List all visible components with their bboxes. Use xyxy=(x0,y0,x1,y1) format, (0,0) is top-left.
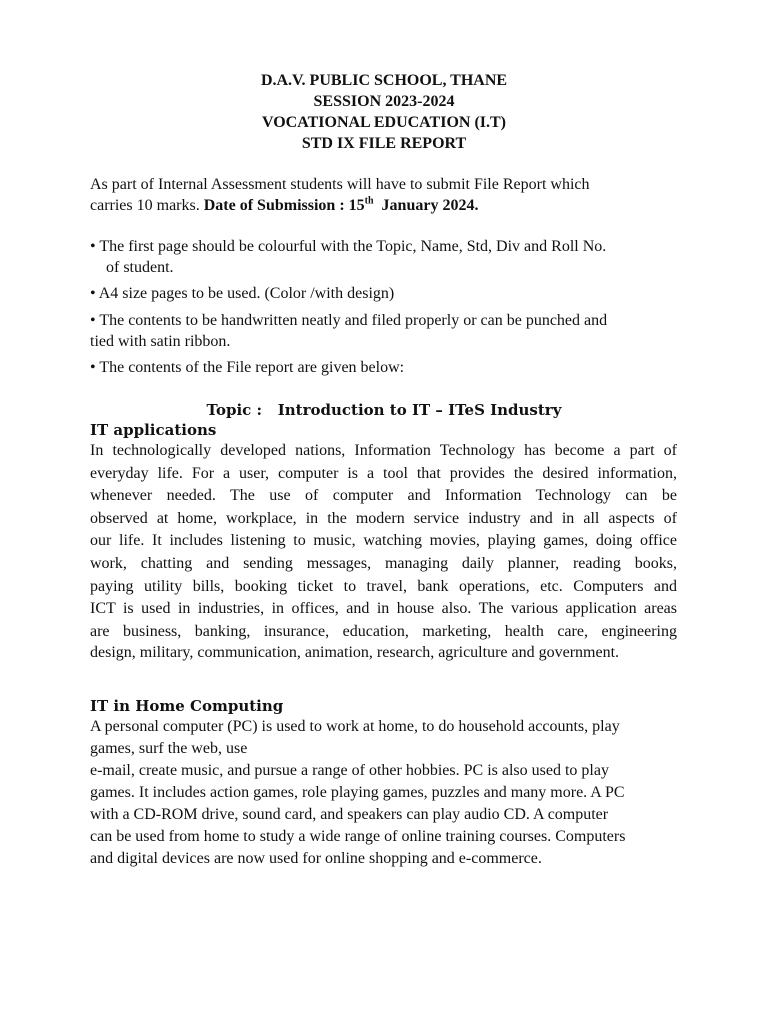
submission-label: Date of Submission : 15 xyxy=(203,197,365,214)
section-2-line-3: e-mail, create music, and pursue a range of other hobbies. PC is also used to play xyxy=(90,762,609,779)
section-1-line: whenever needed. The use of computer and Information Technology can be xyxy=(90,487,677,505)
bullet-a4-pages: • A4 size pages to be used. (Color /with design) xyxy=(90,285,395,302)
bullet-handwritten: • The contents to be handwritten neatly and filed properly or can be punched and xyxy=(90,312,608,329)
section-2-line-2: games, surf the web, use xyxy=(90,740,248,757)
section-1-line: paying utility bills, booking ticket to travel, bank operations, etc. Computers and xyxy=(90,577,677,595)
section-2-line-1: A personal computer (PC) is used to work at home, to do household accounts, play xyxy=(90,718,620,735)
intro-line-1: As part of Internal Assessment students will have to submit File Report which xyxy=(90,176,590,193)
section-1-line: work, chatting and sending messages, managing daily planner, reading books, xyxy=(90,555,677,572)
section-heading-home-computing: IT in Home Computing xyxy=(90,697,284,715)
section-2-line-7: and digital devices are now used for online shopping and e-commerce. xyxy=(90,850,542,867)
bullet-first-page: • The first page should be colourful with the Topic, Name, Std, Div and Roll No. xyxy=(90,238,607,255)
submission-date: January 2024. xyxy=(373,197,479,214)
intro-line-2 xyxy=(90,197,478,215)
session-line: SESSION 2023-2024 xyxy=(313,93,455,110)
intro-marks-text: carries 10 marks. xyxy=(90,197,204,214)
section-1-line: our life. It includes listening to music, watching movies, playing games, doing office xyxy=(90,532,677,550)
section-2-line-6: can be used from home to study a wide range of online training courses. Computers xyxy=(90,828,626,845)
section-1-line: everyday life. For a user, computer is a tool that provides the desired information, xyxy=(90,464,677,482)
school-name: D.A.V. PUBLIC SCHOOL, THANE xyxy=(260,72,508,89)
section-2-line-5: with a CD-ROM drive, sound card, and speakers can play audio CD. A computer xyxy=(90,806,609,823)
bullet-handwritten-cont: tied with satin ribbon. xyxy=(90,333,231,350)
report-title: STD IX FILE REPORT xyxy=(301,135,467,152)
section-1-line: In technologically developed nations, Information Technology has become a part of xyxy=(90,442,677,459)
section-1-line: are business, banking, insurance, education, marketing, health care, engineering xyxy=(90,622,677,640)
bullet-first-page-cont: of student. xyxy=(106,259,174,276)
topic-title: Topic : Introduction to IT – ITeS Industry xyxy=(206,401,562,419)
bullet-contents: • The contents of the File report are given below: xyxy=(90,359,405,376)
submission-superscript: th xyxy=(364,195,374,207)
section-1-line: ICT is used in industries, in offices, and in house also. The various application areas xyxy=(90,600,677,618)
section-heading-it-applications: IT applications xyxy=(90,421,217,439)
section-1-last-line: design, military, communication, animation, research, agriculture and government. xyxy=(90,644,620,661)
section-1-line: observed at home, workplace, in the modern service industry and in all aspects of xyxy=(90,509,677,527)
subject-line: VOCATIONAL EDUCATION (I.T) xyxy=(262,114,506,131)
section-2-line-4: games. It includes action games, role playing games, puzzles and many more. A PC xyxy=(90,784,625,801)
